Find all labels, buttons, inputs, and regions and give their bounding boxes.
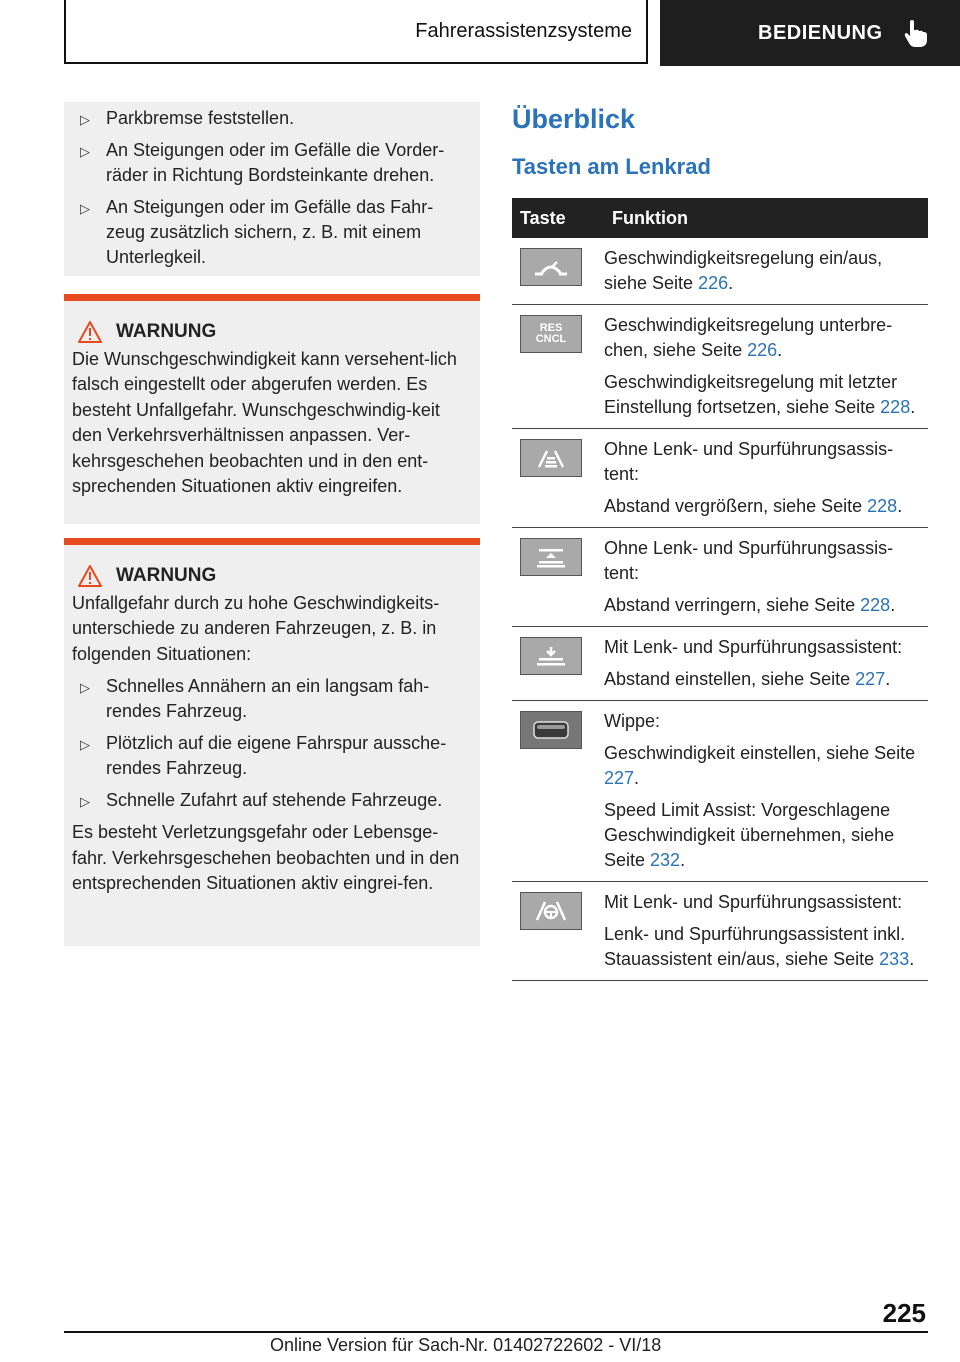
distance-set-icon [520, 637, 582, 675]
page-link[interactable]: 226 [747, 340, 778, 360]
list-item: ▷ An Steigungen oder im Gefälle die Vorder-räder in Richtung Bordsteinkante drehen. [80, 140, 445, 185]
footer-divider [64, 1331, 928, 1333]
function-text: Geschwindigkeitsregelung unterbre-chen, siehe Seite 226. [604, 315, 893, 360]
table-row [512, 429, 928, 528]
function-text: Geschwindigkeitsregelung mit letzter Einstellung fortsetzen, siehe Seite 228. [604, 372, 916, 417]
function-text: Geschwindigkeitsregelung ein/aus, siehe Seite 226. [604, 248, 883, 293]
section-title: Fahrerassistenzsysteme [415, 19, 632, 42]
function-text: Speed Limit Assist: Vorgeschlagene Geschwindigkeit übernehmen, siehe Seite 232. [604, 800, 895, 870]
page-link[interactable]: 232 [650, 850, 681, 870]
left-column [64, 102, 480, 946]
function-text: Mit Lenk- und Spurführungsassistent: [604, 892, 903, 912]
header-section-title [64, 0, 648, 64]
function-text: Abstand einstellen, siehe Seite 227. [604, 669, 891, 689]
table-header-row [512, 198, 928, 238]
right-column [512, 100, 928, 981]
function-text: Wippe: [604, 711, 661, 731]
page-link[interactable]: 227 [604, 768, 635, 788]
function-text: Lenk- und Spurführungsassistent inkl. Stauassistent ein/aus, siehe Seite 233. [604, 924, 915, 969]
footer-version: Online Version für Sach-Nr. 01402722602 - VI/18 [270, 1335, 662, 1355]
page-link[interactable]: 228 [860, 595, 891, 615]
steering-wheel-keys-table [512, 198, 928, 981]
triangle-bullet-icon: ▷ [80, 680, 90, 695]
subsection-heading: Tasten am Lenkrad [512, 154, 711, 179]
page-link[interactable]: 228 [867, 496, 898, 516]
page-link[interactable]: 233 [879, 949, 910, 969]
warning-triangle-icon [78, 321, 102, 343]
list-item: ▷ Schnelle Zufahrt auf stehende Fahrzeuge. [72, 788, 472, 813]
warning-title: WARNUNG [72, 319, 472, 345]
warning-intro: Unfallgefahr durch zu hohe Geschwindigkeits-unterschiede zu anderen Fahrzeugen, z. B. in folgenden Situationen: [72, 592, 440, 664]
warning-box-2 [64, 538, 480, 946]
page-link[interactable]: 227 [855, 669, 886, 689]
function-text: Ohne Lenk- und Spurführungsassis-tent: [604, 538, 894, 583]
warning-title: WARNUNG [72, 563, 472, 589]
section-heading: Überblick [512, 104, 636, 134]
function-text: Abstand verringern, siehe Seite 228. [604, 595, 896, 615]
header-funktion: Funktion [604, 198, 928, 238]
warning-list [72, 674, 472, 813]
page-link[interactable]: 228 [880, 397, 911, 417]
list-item: ▷ Parkbremse feststellen. [64, 106, 480, 131]
parking-steps-box [64, 102, 480, 276]
triangle-bullet-icon: ▷ [80, 737, 90, 752]
function-text: Abstand vergrößern, siehe Seite 228. [604, 496, 903, 516]
chapter-title: BEDIENUNG [758, 21, 883, 44]
steering-assist-icon [520, 892, 582, 930]
triangle-bullet-icon: ▷ [80, 201, 90, 216]
list-item: ▷ Schnelles Annähern an ein langsam fah-rendes Fahrzeug. [80, 676, 430, 721]
function-text: Mit Lenk- und Spurführungsassistent: [604, 637, 903, 657]
table-row [512, 528, 928, 627]
distance-decrease-icon [520, 538, 582, 576]
warning-outro: Es besteht Verletzungsgefahr oder Lebensge-fahr. Verkehrsgeschehen beobachten und in den entsprechenden Situationen aktiv eingrei-fen. [72, 822, 460, 893]
distance-increase-icon [520, 439, 582, 477]
table-row [512, 701, 928, 882]
page-number: 225 [882, 1298, 926, 1328]
table-row [512, 305, 928, 429]
header-chapter-tab [660, 0, 960, 66]
list-item: ▷ An Steigungen oder im Gefälle das Fahr-zeug zusätzlich sichern, z. B. mit einem Unterlegkeil. [80, 197, 434, 267]
header-taste: Taste [512, 198, 604, 238]
res-cncl-icon: RES CNCL [520, 315, 582, 353]
parking-steps-list [64, 106, 480, 270]
page-link[interactable]: 226 [698, 273, 729, 293]
table-row [512, 627, 928, 701]
table-row [512, 882, 928, 981]
function-text: Ohne Lenk- und Spurführungsassis-tent: [604, 439, 894, 484]
rocker-switch-icon [520, 711, 582, 749]
triangle-bullet-icon: ▷ [80, 112, 90, 127]
warning-box-1 [64, 294, 480, 524]
triangle-bullet-icon: ▷ [80, 794, 90, 809]
triangle-bullet-icon: ▷ [80, 144, 90, 159]
warning-text: Die Wunschgeschwindigkeit kann versehent-lich falsch eingestellt oder abgerufen werden. Es besteht Unfallgefahr. Wunschgeschwindig-keit den Verkehrsverhältnissen anpassen. Ver-kehrsgeschehen beobachten und in den ent-sprechenden Situationen aktiv eingreifen. [72, 348, 457, 496]
function-text: Geschwindigkeit einstellen, siehe Seite 227. [604, 743, 916, 788]
list-item: ▷ Plötzlich auf die eigene Fahrspur ausschе-rendes Fahrzeug. [80, 733, 447, 778]
cruise-control-icon [520, 248, 582, 286]
table-row [512, 238, 928, 305]
hand-pointer-icon [903, 19, 929, 47]
warning-triangle-icon [78, 565, 102, 587]
